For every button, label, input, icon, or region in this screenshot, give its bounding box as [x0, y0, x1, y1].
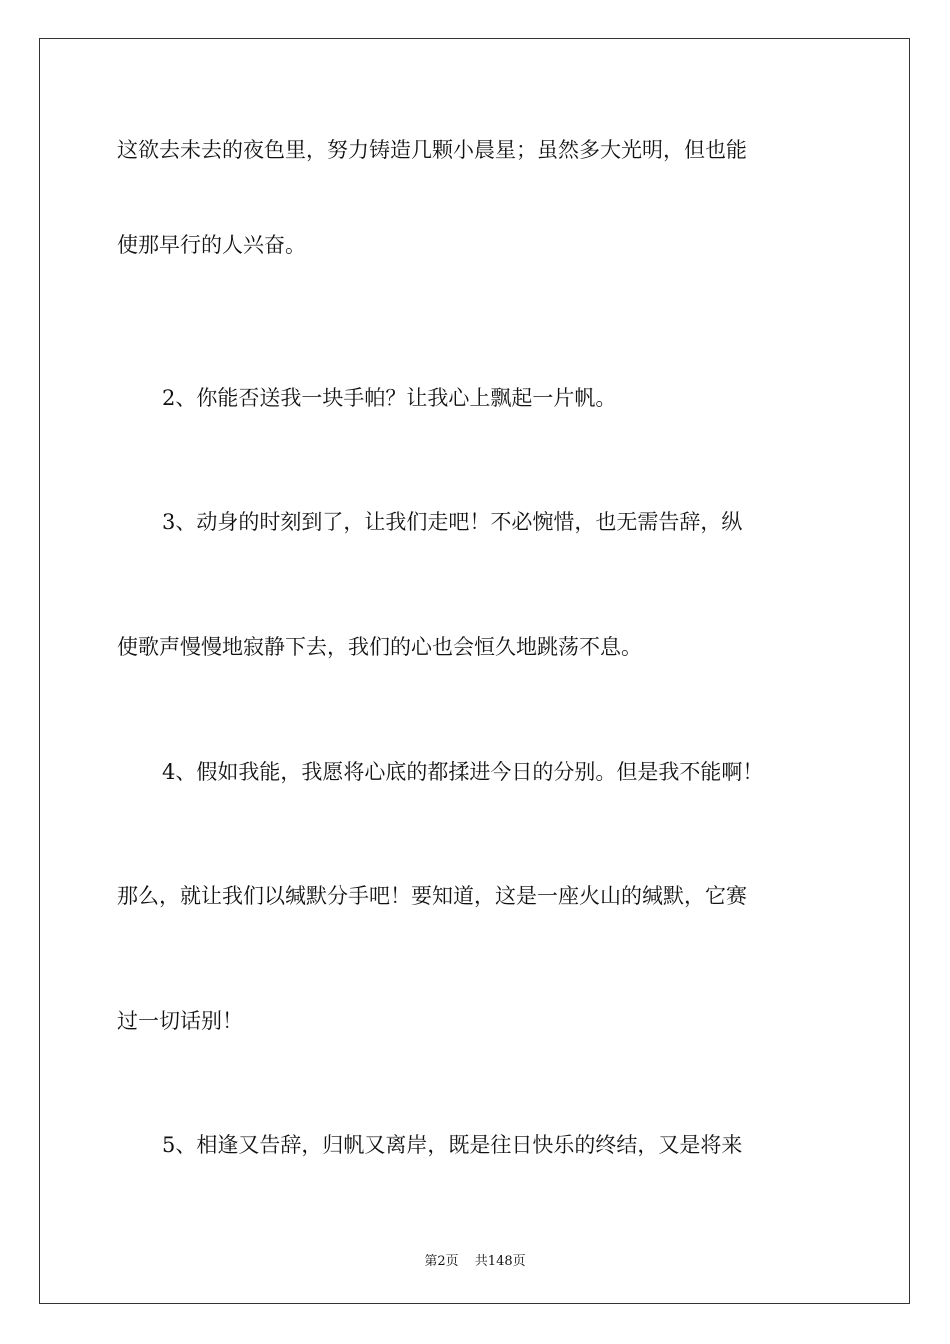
- text-line-9: 5、相逢又告辞，归帆又离岸，既是往日快乐的终结，又是将来: [162, 1133, 743, 1157]
- page-border: [39, 38, 910, 1304]
- text-line-5: 使歌声慢慢地寂静下去，我们的心也会恒久地跳荡不息。: [117, 635, 642, 659]
- text-line-7: 那么，就让我们以缄默分手吧！要知道，这是一座火山的缄默，它赛: [117, 884, 747, 908]
- page-number: 第2页: [424, 1254, 459, 1269]
- text-line-8: 过一切话别！: [117, 1009, 243, 1033]
- text-line-6: 4、假如我能，我愿将心底的都揉进今日的分别。但是我不能啊！: [162, 760, 764, 784]
- text-line-3: 2、你能否送我一块手帕？让我心上飘起一片帆。: [162, 386, 617, 410]
- text-line-2: 使那早行的人兴奋。: [117, 233, 306, 257]
- text-line-4: 3、动身的时刻到了，让我们走吧！不必惋惜，也无需告辞，纵: [162, 510, 743, 534]
- text-line-1: 这欲去未去的夜色里，努力铸造几颗小晨星；虽然多大光明，但也能: [117, 138, 747, 162]
- page-footer: [0, 1250, 950, 1269]
- page-total: 共148页: [474, 1254, 526, 1269]
